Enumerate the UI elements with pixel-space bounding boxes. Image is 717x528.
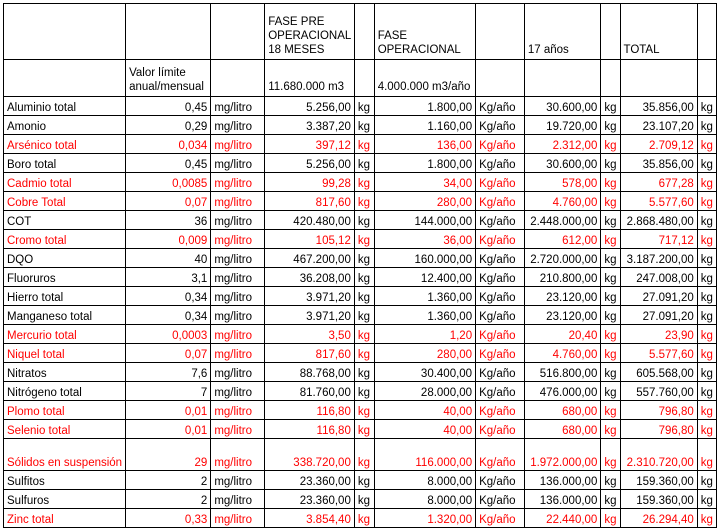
total-value[interactable]: 5.577,60 xyxy=(620,344,697,363)
table-row xyxy=(4,509,717,528)
17-years-unit[interactable]: kg xyxy=(601,230,620,249)
total-value[interactable]: 159.360,00 xyxy=(620,471,697,490)
17-years-unit[interactable]: kg xyxy=(601,97,620,116)
17-years-unit[interactable]: kg xyxy=(601,306,620,325)
17-years-unit[interactable]: kg xyxy=(601,116,620,135)
operational-unit[interactable]: Kg/año xyxy=(476,135,525,154)
17-years-unit[interactable]: kg xyxy=(601,287,620,306)
pre-operational-value[interactable]: 397,12 xyxy=(265,135,355,154)
limit-value[interactable]: 7 xyxy=(126,382,211,401)
parameter-name[interactable]: DQO xyxy=(4,249,126,268)
cell[interactable] xyxy=(211,4,265,60)
limit-unit[interactable]: mg/litro xyxy=(211,268,265,287)
parameter-name[interactable]: Boro total xyxy=(4,154,126,173)
limit-value[interactable]: 29 xyxy=(126,439,211,471)
total-unit[interactable]: kg xyxy=(697,420,716,439)
total-unit[interactable]: kg xyxy=(697,135,716,154)
limit-value[interactable]: 2 xyxy=(126,490,211,509)
parameter-name[interactable]: Sulfuros xyxy=(4,490,126,509)
17-years-unit[interactable]: kg xyxy=(601,135,620,154)
limit-unit[interactable]: mg/litro xyxy=(211,509,265,528)
pre-operational-unit[interactable]: kg xyxy=(354,490,374,509)
parameter-name[interactable]: Zinc total xyxy=(4,509,126,528)
limit-unit[interactable]: mg/litro xyxy=(211,439,265,471)
pre-operational-value[interactable]: 3.971,20 xyxy=(265,287,355,306)
total-unit[interactable]: kg xyxy=(697,401,716,420)
17-years-unit[interactable]: kg xyxy=(601,249,620,268)
total-value[interactable]: 159.360,00 xyxy=(620,490,697,509)
operational-value[interactable]: 1.800,00 xyxy=(374,154,475,173)
operational-unit[interactable]: Kg/año xyxy=(476,382,525,401)
table-row xyxy=(4,211,717,230)
pre-operational-unit[interactable]: kg xyxy=(354,230,374,249)
table-row xyxy=(4,363,717,382)
operational-value[interactable]: 280,00 xyxy=(374,344,475,363)
table-row xyxy=(4,268,717,287)
pre-operational-value[interactable]: 338.720,00 xyxy=(265,439,355,471)
parameter-name[interactable]: Plomo total xyxy=(4,401,126,420)
limit-unit[interactable]: mg/litro xyxy=(211,471,265,490)
limit-value[interactable]: 0,33 xyxy=(126,509,211,528)
table-row xyxy=(4,325,717,344)
operational-unit[interactable]: Kg/año xyxy=(476,471,525,490)
operational-value[interactable]: 28.000,00 xyxy=(374,382,475,401)
total-value[interactable]: 35.856,00 xyxy=(620,97,697,116)
pre-operational-unit[interactable]: kg xyxy=(354,306,374,325)
pre-operational-value[interactable]: 467.200,00 xyxy=(265,249,355,268)
table-row xyxy=(4,306,717,325)
limit-unit[interactable]: mg/litro xyxy=(211,230,265,249)
17-years-value[interactable]: 30.600,00 xyxy=(524,97,600,116)
limit-unit[interactable]: mg/litro xyxy=(211,382,265,401)
table-row xyxy=(4,382,717,401)
limit-value[interactable]: 0,009 xyxy=(126,230,211,249)
cell[interactable] xyxy=(601,60,620,97)
table-row xyxy=(4,420,717,439)
limit-value[interactable]: 0,07 xyxy=(126,344,211,363)
limit-value[interactable]: 0,34 xyxy=(126,306,211,325)
limit-value[interactable]: 2 xyxy=(126,471,211,490)
table-row xyxy=(4,344,717,363)
17-years-unit[interactable]: kg xyxy=(601,154,620,173)
header-17-anios[interactable]: 17 años xyxy=(524,4,600,60)
operational-unit[interactable]: Kg/año xyxy=(476,192,525,211)
parameter-name[interactable]: Sulfitos xyxy=(4,471,126,490)
operational-value[interactable]: 1.360,00 xyxy=(374,306,475,325)
total-value[interactable]: 2.868.480,00 xyxy=(620,211,697,230)
operational-unit[interactable]: Kg/año xyxy=(476,490,525,509)
total-unit[interactable]: kg xyxy=(697,268,716,287)
cell[interactable] xyxy=(4,4,126,60)
limit-unit[interactable]: mg/litro xyxy=(211,135,265,154)
17-years-unit[interactable]: kg xyxy=(601,268,620,287)
pre-operational-value[interactable]: 420.480,00 xyxy=(265,211,355,230)
operational-unit[interactable]: Kg/año xyxy=(476,306,525,325)
total-value[interactable]: 796,80 xyxy=(620,420,697,439)
emissions-table xyxy=(3,3,717,528)
limit-value[interactable]: 0,01 xyxy=(126,401,211,420)
17-years-value[interactable]: 136.000,00 xyxy=(524,471,600,490)
limit-value[interactable]: 0,34 xyxy=(126,287,211,306)
pre-operational-value[interactable]: 36.208,00 xyxy=(265,268,355,287)
total-unit[interactable]: kg xyxy=(697,173,716,192)
17-years-value[interactable]: 612,00 xyxy=(524,230,600,249)
pre-operational-value[interactable]: 23.360,00 xyxy=(265,471,355,490)
17-years-value[interactable]: 19.720,00 xyxy=(524,116,600,135)
parameter-name[interactable]: Sólidos en suspensión xyxy=(4,439,126,471)
17-years-unit[interactable]: kg xyxy=(601,509,620,528)
parameter-name[interactable]: Fluoruros xyxy=(4,268,126,287)
parameter-name[interactable]: Nitrógeno total xyxy=(4,382,126,401)
table-row xyxy=(4,192,717,211)
pre-operational-value[interactable]: 3,50 xyxy=(265,325,355,344)
pre-operational-unit[interactable]: kg xyxy=(354,344,374,363)
pre-operational-value[interactable]: 116,80 xyxy=(265,420,355,439)
header-row-phases xyxy=(4,4,717,60)
operational-value[interactable]: 8.000,00 xyxy=(374,490,475,509)
limit-unit[interactable]: mg/litro xyxy=(211,420,265,439)
total-unit[interactable]: kg xyxy=(697,325,716,344)
pre-operational-value[interactable]: 3.387,20 xyxy=(265,116,355,135)
parameter-name[interactable]: Manganeso total xyxy=(4,306,126,325)
table-row xyxy=(4,97,717,116)
operational-value[interactable]: 136,00 xyxy=(374,135,475,154)
total-unit[interactable]: kg xyxy=(697,97,716,116)
total-unit[interactable]: kg xyxy=(697,439,716,471)
total-unit[interactable]: kg xyxy=(697,344,716,363)
17-years-unit[interactable]: kg xyxy=(601,344,620,363)
limit-unit[interactable]: mg/litro xyxy=(211,306,265,325)
cell[interactable] xyxy=(697,60,716,97)
pre-operational-unit[interactable]: kg xyxy=(354,287,374,306)
parameter-name[interactable]: Niquel total xyxy=(4,344,126,363)
total-value[interactable]: 23.107,20 xyxy=(620,116,697,135)
total-value[interactable]: 26.294,40 xyxy=(620,509,697,528)
pre-operational-value[interactable]: 817,60 xyxy=(265,344,355,363)
header-op-volume[interactable]: 4.000.000 m3/año xyxy=(374,60,475,97)
limit-value[interactable]: 0,0085 xyxy=(126,173,211,192)
17-years-value[interactable]: 23.120,00 xyxy=(524,306,600,325)
parameter-name[interactable]: Cromo total xyxy=(4,230,126,249)
17-years-unit[interactable]: kg xyxy=(601,211,620,230)
pre-operational-unit[interactable]: kg xyxy=(354,97,374,116)
limit-unit[interactable]: mg/litro xyxy=(211,344,265,363)
parameter-name[interactable]: Hierro total xyxy=(4,287,126,306)
limit-unit[interactable]: mg/litro xyxy=(211,173,265,192)
pre-operational-value[interactable]: 5.256,00 xyxy=(265,97,355,116)
total-value[interactable]: 2.310.720,00 xyxy=(620,439,697,471)
operational-unit[interactable]: Kg/año xyxy=(476,97,525,116)
17-years-value[interactable]: 2.720.000,00 xyxy=(524,249,600,268)
limit-unit[interactable]: mg/litro xyxy=(211,97,265,116)
operational-value[interactable]: 1,20 xyxy=(374,325,475,344)
limit-value[interactable]: 36 xyxy=(126,211,211,230)
operational-unit[interactable]: Kg/año xyxy=(476,325,525,344)
cell[interactable] xyxy=(620,60,697,97)
operational-unit[interactable]: Kg/año xyxy=(476,116,525,135)
operational-unit[interactable]: Kg/año xyxy=(476,287,525,306)
limit-value[interactable]: 0,01 xyxy=(126,420,211,439)
pre-operational-value[interactable]: 23.360,00 xyxy=(265,490,355,509)
total-unit[interactable]: kg xyxy=(697,230,716,249)
limit-unit[interactable]: mg/litro xyxy=(211,363,265,382)
operational-value[interactable]: 40,00 xyxy=(374,420,475,439)
operational-value[interactable]: 280,00 xyxy=(374,192,475,211)
operational-unit[interactable]: Kg/año xyxy=(476,249,525,268)
17-years-value[interactable]: 20,40 xyxy=(524,325,600,344)
operational-unit[interactable]: Kg/año xyxy=(476,173,525,192)
limit-unit[interactable]: mg/litro xyxy=(211,249,265,268)
17-years-unit[interactable]: kg xyxy=(601,325,620,344)
parameter-name[interactable]: Cobre Total xyxy=(4,192,126,211)
limit-value[interactable]: 0,034 xyxy=(126,135,211,154)
parameter-name[interactable]: COT xyxy=(4,211,126,230)
limit-value[interactable]: 0,45 xyxy=(126,154,211,173)
total-unit[interactable]: kg xyxy=(697,306,716,325)
table-row xyxy=(4,116,717,135)
operational-value[interactable]: 40,00 xyxy=(374,401,475,420)
operational-unit[interactable]: Kg/año xyxy=(476,401,525,420)
table-row xyxy=(4,490,717,509)
operational-unit[interactable]: Kg/año xyxy=(476,268,525,287)
pre-operational-unit[interactable]: kg xyxy=(354,116,374,135)
limit-value[interactable]: 3,1 xyxy=(126,268,211,287)
17-years-value[interactable]: 30.600,00 xyxy=(524,154,600,173)
pre-operational-unit[interactable]: kg xyxy=(354,363,374,382)
pre-operational-unit[interactable]: kg xyxy=(354,471,374,490)
operational-unit[interactable]: Kg/año xyxy=(476,439,525,471)
limit-value[interactable]: 40 xyxy=(126,249,211,268)
limit-unit[interactable]: mg/litro xyxy=(211,154,265,173)
17-years-unit[interactable]: kg xyxy=(601,192,620,211)
pre-operational-value[interactable]: 817,60 xyxy=(265,192,355,211)
pre-operational-unit[interactable]: kg xyxy=(354,173,374,192)
cell[interactable] xyxy=(354,4,374,60)
parameter-name[interactable]: Selenio total xyxy=(4,420,126,439)
cell[interactable] xyxy=(4,60,126,97)
pre-operational-unit[interactable]: kg xyxy=(354,249,374,268)
operational-unit[interactable]: Kg/año xyxy=(476,363,525,382)
limit-value[interactable]: 7,6 xyxy=(126,363,211,382)
limit-value[interactable]: 0,07 xyxy=(126,192,211,211)
pre-operational-value[interactable]: 116,80 xyxy=(265,401,355,420)
17-years-value[interactable]: 1.972.000,00 xyxy=(524,439,600,471)
operational-value[interactable]: 144.000,00 xyxy=(374,211,475,230)
17-years-value[interactable]: 23.120,00 xyxy=(524,287,600,306)
17-years-value[interactable]: 680,00 xyxy=(524,420,600,439)
operational-unit[interactable]: Kg/año xyxy=(476,154,525,173)
17-years-value[interactable]: 680,00 xyxy=(524,401,600,420)
operational-value[interactable]: 1.160,00 xyxy=(374,116,475,135)
header-total[interactable]: TOTAL xyxy=(620,4,697,60)
17-years-value[interactable]: 136.000,00 xyxy=(524,490,600,509)
header-fase-operacional[interactable]: FASE OPERACIONAL xyxy=(374,4,475,60)
parameter-name[interactable]: Arsénico total xyxy=(4,135,126,154)
operational-unit[interactable]: Kg/año xyxy=(476,420,525,439)
parameter-name[interactable]: Mercurio total xyxy=(4,325,126,344)
operational-value[interactable]: 8.000,00 xyxy=(374,471,475,490)
cell[interactable] xyxy=(476,4,525,60)
total-value[interactable]: 23,90 xyxy=(620,325,697,344)
header-pre-volume[interactable]: 11.680.000 m3 xyxy=(265,60,355,97)
total-unit[interactable]: kg xyxy=(697,154,716,173)
table-row xyxy=(4,154,717,173)
pre-operational-unit[interactable]: kg xyxy=(354,509,374,528)
total-unit[interactable]: kg xyxy=(697,249,716,268)
pre-operational-value[interactable]: 88.768,00 xyxy=(265,363,355,382)
pre-operational-value[interactable]: 5.256,00 xyxy=(265,154,355,173)
17-years-value[interactable]: 2.448.000,00 xyxy=(524,211,600,230)
total-value[interactable]: 796,80 xyxy=(620,401,697,420)
parameter-name[interactable]: Amonio xyxy=(4,116,126,135)
table-row xyxy=(4,401,717,420)
total-value[interactable]: 247.008,00 xyxy=(620,268,697,287)
limit-unit[interactable]: mg/litro xyxy=(211,287,265,306)
17-years-unit[interactable]: kg xyxy=(601,439,620,471)
17-years-value[interactable]: 210.800,00 xyxy=(524,268,600,287)
total-value[interactable]: 677,28 xyxy=(620,173,697,192)
pre-operational-value[interactable]: 3.971,20 xyxy=(265,306,355,325)
parameter-name[interactable]: Cadmio total xyxy=(4,173,126,192)
17-years-unit[interactable]: kg xyxy=(601,363,620,382)
limit-value[interactable]: 0,0003 xyxy=(126,325,211,344)
table-row xyxy=(4,135,717,154)
pre-operational-value[interactable]: 3.854,40 xyxy=(265,509,355,528)
limit-unit[interactable]: mg/litro xyxy=(211,211,265,230)
total-value[interactable]: 3.187.200,00 xyxy=(620,249,697,268)
operational-value[interactable]: 30.400,00 xyxy=(374,363,475,382)
operational-value[interactable]: 1.320,00 xyxy=(374,509,475,528)
operational-value[interactable]: 1.360,00 xyxy=(374,287,475,306)
operational-value[interactable]: 12.400,00 xyxy=(374,268,475,287)
total-unit[interactable]: kg xyxy=(697,509,716,528)
header-valor-limite[interactable]: Valor límite anual/mensual xyxy=(126,60,211,97)
pre-operational-value[interactable]: 105,12 xyxy=(265,230,355,249)
header-fase-pre[interactable]: FASE PRE OPERACIONAL 18 MESES xyxy=(265,4,355,60)
total-unit[interactable]: kg xyxy=(697,211,716,230)
pre-operational-unit[interactable]: kg xyxy=(354,211,374,230)
17-years-value[interactable]: 22.440,00 xyxy=(524,509,600,528)
limit-unit[interactable]: mg/litro xyxy=(211,192,265,211)
table-row xyxy=(4,230,717,249)
table-row xyxy=(4,287,717,306)
17-years-value[interactable]: 4.760,00 xyxy=(524,192,600,211)
parameter-name[interactable]: Nitratos xyxy=(4,363,126,382)
total-value[interactable]: 557.760,00 xyxy=(620,382,697,401)
total-unit[interactable]: kg xyxy=(697,382,716,401)
cell[interactable] xyxy=(524,60,600,97)
total-unit[interactable]: kg xyxy=(697,192,716,211)
limit-unit[interactable]: mg/litro xyxy=(211,490,265,509)
total-unit[interactable]: kg xyxy=(697,471,716,490)
table-row xyxy=(4,439,717,471)
pre-operational-unit[interactable]: kg xyxy=(354,192,374,211)
total-value[interactable]: 605.568,00 xyxy=(620,363,697,382)
operational-value[interactable]: 116.000,00 xyxy=(374,439,475,471)
cell[interactable] xyxy=(601,4,620,60)
operational-value[interactable]: 36,00 xyxy=(374,230,475,249)
operational-unit[interactable]: Kg/año xyxy=(476,509,525,528)
pre-operational-unit[interactable]: kg xyxy=(354,268,374,287)
total-value[interactable]: 27.091,20 xyxy=(620,306,697,325)
17-years-value[interactable]: 2.312,00 xyxy=(524,135,600,154)
17-years-unit[interactable]: kg xyxy=(601,382,620,401)
total-value[interactable]: 27.091,20 xyxy=(620,287,697,306)
total-unit[interactable]: kg xyxy=(697,490,716,509)
total-value[interactable]: 5.577,60 xyxy=(620,192,697,211)
17-years-value[interactable]: 4.760,00 xyxy=(524,344,600,363)
17-years-unit[interactable]: kg xyxy=(601,173,620,192)
operational-value[interactable]: 1.800,00 xyxy=(374,97,475,116)
limit-unit[interactable]: mg/litro xyxy=(211,116,265,135)
17-years-value[interactable]: 476.000,00 xyxy=(524,382,600,401)
pre-operational-unit[interactable]: kg xyxy=(354,401,374,420)
pre-operational-unit[interactable]: kg xyxy=(354,325,374,344)
pre-operational-unit[interactable]: kg xyxy=(354,154,374,173)
cell[interactable] xyxy=(476,60,525,97)
table-row xyxy=(4,249,717,268)
17-years-unit[interactable]: kg xyxy=(601,420,620,439)
operational-value[interactable]: 34,00 xyxy=(374,173,475,192)
17-years-value[interactable]: 578,00 xyxy=(524,173,600,192)
17-years-value[interactable]: 516.800,00 xyxy=(524,363,600,382)
total-unit[interactable]: kg xyxy=(697,363,716,382)
table-row xyxy=(4,173,717,192)
total-unit[interactable]: kg xyxy=(697,116,716,135)
operational-unit[interactable]: Kg/año xyxy=(476,344,525,363)
total-value[interactable]: 2.709,12 xyxy=(620,135,697,154)
cell[interactable] xyxy=(354,60,374,97)
operational-value[interactable]: 160.000,00 xyxy=(374,249,475,268)
header-row-volumes xyxy=(4,60,717,97)
limit-unit[interactable]: mg/litro xyxy=(211,325,265,344)
operational-unit[interactable]: Kg/año xyxy=(476,230,525,249)
cell[interactable] xyxy=(126,4,211,60)
17-years-unit[interactable]: kg xyxy=(601,490,620,509)
limit-unit[interactable]: mg/litro xyxy=(211,401,265,420)
table-row xyxy=(4,471,717,490)
pre-operational-unit[interactable]: kg xyxy=(354,439,374,471)
total-value[interactable]: 717,12 xyxy=(620,230,697,249)
operational-unit[interactable]: Kg/año xyxy=(476,211,525,230)
pre-operational-unit[interactable]: kg xyxy=(354,135,374,154)
cell[interactable] xyxy=(211,60,265,97)
pre-operational-value[interactable]: 99,28 xyxy=(265,173,355,192)
limit-value[interactable]: 0,29 xyxy=(126,116,211,135)
total-value[interactable]: 35.856,00 xyxy=(620,154,697,173)
pre-operational-unit[interactable]: kg xyxy=(354,382,374,401)
cell[interactable] xyxy=(697,4,716,60)
total-unit[interactable]: kg xyxy=(697,287,716,306)
17-years-unit[interactable]: kg xyxy=(601,401,620,420)
parameter-name[interactable]: Aluminio total xyxy=(4,97,126,116)
pre-operational-value[interactable]: 81.760,00 xyxy=(265,382,355,401)
17-years-unit[interactable]: kg xyxy=(601,471,620,490)
limit-value[interactable]: 0,45 xyxy=(126,97,211,116)
pre-operational-unit[interactable]: kg xyxy=(354,420,374,439)
